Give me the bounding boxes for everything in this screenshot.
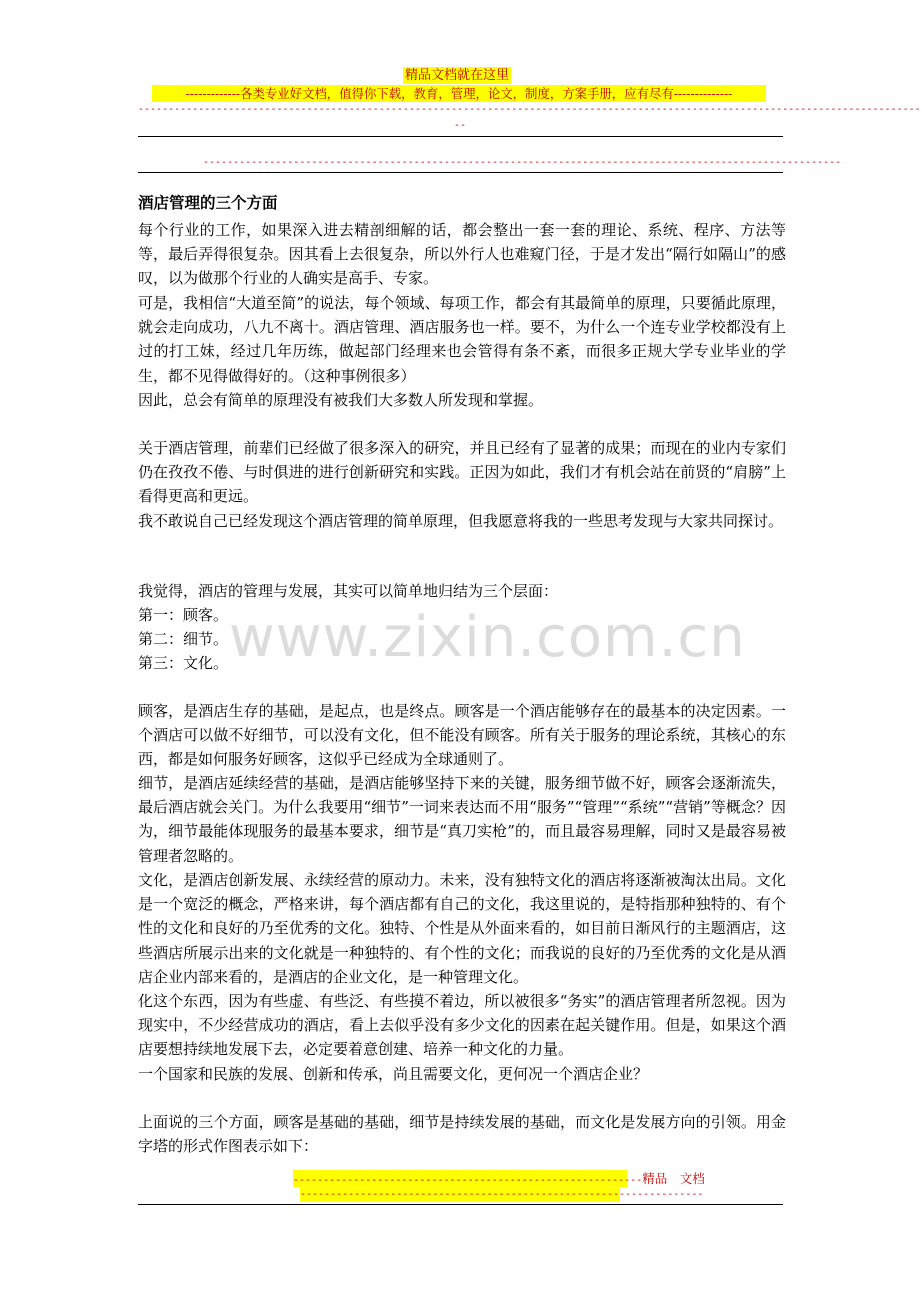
paragraph: 顾客，是酒店生存的基础，是起点，也是终点。顾客是一个酒店能够存在的最基本的决定因素。一个酒店可以做不好细节，可以没有文化，但不能没有顾客。所有关于服务的理论系统，其核心的东西，都是如何服务好顾客，这似乎已经成为全球通则了。 xyxy=(138,702,786,769)
paragraph: 文化，是酒店创新发展、永续经营的原动力。未来，没有独特文化的酒店将逐渐被淘汰出局。文化是一个宽泛的概念，严格来讲，每个酒店都有自己的文化，我这里说的，是特指那种独特的、有个性的文化和良好的乃至优秀的文化。独特、个性是从外面来看的，如目前日渐风行的主题酒店，这些酒店所展示出来的文化就是一种独特的、有个性的文化；而我说的良好的乃至优秀的文化是从酒店企业内部来看的，是酒店的企业文化，是一种管理文化。 xyxy=(138,871,786,986)
header-rule-bottom xyxy=(138,172,783,173)
paragraph: 可是，我相信“大道至简”的说法，每个领域、每项工作，都会有其最简单的原理，只要循此原理，就会走向成功，八九不离十。酒店管理、酒店服务也一样。要不，为什么一个连专业学校都没有上过的打工妹，经过几年历练，做起部门经理来也会管得有条不紊，而很多正规大学专业毕业的学生，都不见得做得好的。（这种事例很多） xyxy=(138,294,786,385)
footer-label: 精品 文档 xyxy=(642,1171,705,1186)
paragraph: 化这个东西，因为有些虚、有些泛、有些摸不着边，所以被很多“务实”的酒店管理者所忽视。因为现实中，不少经营成功的酒店，看上去似乎没有多少文化的因素在起关键作用。但是，如果这个酒店要想持续地发展下去，必定要着意创建、培养一种文化的力量。 xyxy=(138,992,786,1059)
list-item: 第三：文化。 xyxy=(138,654,229,672)
paragraph: 我觉得，酒店的管理与发展，其实可以简单地归结为三个层面： xyxy=(138,582,559,600)
paragraph: 关于酒店管理，前辈们已经做了很多深入的研究，并且已经有了显著的成果；而现在的业内专家们仍在孜孜不倦、与时俱进的进行创新研究和实践。正因为如此，我们才有机会站在前贤的“肩膀”上看得更高和更远。 xyxy=(138,439,786,506)
paragraph: 上面说的三个方面，顾客是基础的基础，细节是持续发展的基础，而文化是发展方向的引领。用金字塔的形式作图表示如下： xyxy=(138,1113,786,1156)
paragraph: 每个行业的工作，如果深入进去精剖细解的话，都会整出一套一套的理论、系统、程序、方法等等，最后弄得很复杂。因其看上去很复杂，所以外行人也难窥门径，于是才发出“隔行如隔山”的感叹，以为做那个行业的人确实是高手、专家。 xyxy=(138,221,786,288)
paragraph: 因此，总会有简单的原理没有被我们大多数人所发现和掌握。 xyxy=(138,391,544,409)
paragraph: 细节，是酒店延续经营的基础，是酒店能够坚持下来的关键，服务细节做不好，顾客会逐渐流失，最后酒店就会关门。为什么我要用“细节”一词来表达而不用“服务”“管理”“系统”“营销”等概念？因为，细节最能体现服务的最基本要求，细节是“真刀实枪”的，而且最容易理解，同时又是最容易被管理者忽略的。 xyxy=(138,774,786,865)
footer-dashes-bottom: ------------------------------------------------------------------- xyxy=(300,1189,704,1200)
header-dash-line: ---------------------------------------------------------------------------------------------------------------------------------- xyxy=(138,104,921,115)
paragraph: 一个国家和民族的发展、创新和传承，尚且需要文化，更何况一个酒店企业？ xyxy=(138,1065,649,1083)
document-title: 酒店管理的三个方面 xyxy=(138,193,278,212)
header-subtitle: -------------各类专业好文档，值得你下载，教育，管理，论文，制度，方案手册，应有尽有-------------- xyxy=(152,85,766,102)
watermark-text: www.zixin.com.cn xyxy=(229,605,746,670)
footer-rule xyxy=(138,1204,783,1205)
header-title: 精品文档就在这里 xyxy=(405,68,510,83)
paragraph: 我不敢说自己已经发现这个酒店管理的简单原理，但我愿意将我的一些思考发现与大家共同探讨。 xyxy=(138,512,784,530)
footer-banner xyxy=(293,1170,705,1187)
header-dash-line-wrap: -- xyxy=(454,120,467,131)
list-item: 第一：顾客。 xyxy=(138,606,229,624)
list-item: 第二：细节。 xyxy=(138,630,229,648)
footer-dashes-top: ---------------------------------------------------------- xyxy=(293,1175,643,1186)
header-rule-top xyxy=(138,136,783,137)
header-dash-line-2: ---------------------------------------------------------------------------------------------------------- xyxy=(203,157,842,168)
